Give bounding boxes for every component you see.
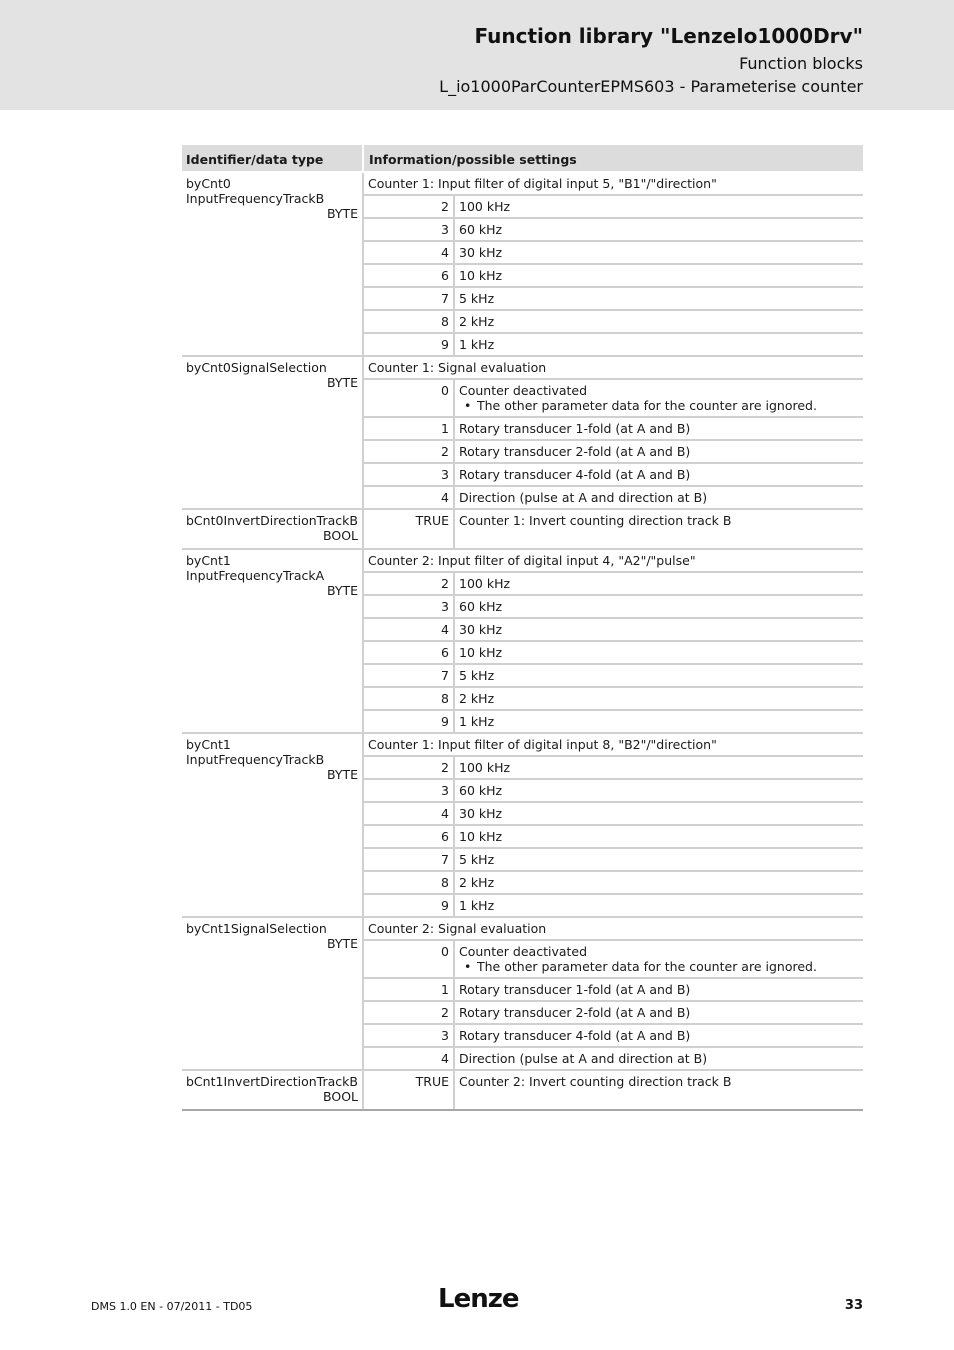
- data-type: BOOL: [323, 528, 358, 543]
- page-title: Function library "LenzeIo1000Drv": [474, 24, 863, 48]
- identifier-cell: [182, 356, 363, 509]
- identifier-name-cont: InputFrequencyTrackA: [186, 568, 325, 583]
- identifier-name: bCnt0InvertDirectionTrackB: [186, 513, 358, 528]
- header-band: [0, 0, 954, 110]
- setting-text: 2 kHz: [459, 875, 495, 890]
- identifier-cell: [182, 733, 363, 917]
- column-header-information: Information/possible settings: [363, 145, 863, 172]
- setting-cell: [454, 264, 863, 287]
- value-cell: 7: [363, 664, 454, 687]
- identifier-name: bCnt1InvertDirectionTrackB: [186, 1074, 358, 1089]
- setting-text: 30 kHz: [459, 245, 503, 260]
- setting-cell: [454, 572, 863, 595]
- value-cell: 8: [363, 871, 454, 894]
- identifier-name-cont: InputFrequencyTrackB: [186, 191, 325, 206]
- page-number: 33: [844, 1298, 863, 1313]
- parameter-table: [182, 145, 863, 1111]
- identifier-name: byCnt0: [186, 176, 231, 191]
- value-cell: 6: [363, 641, 454, 664]
- setting-cell: [454, 848, 863, 871]
- setting-cell: [454, 595, 863, 618]
- table-row: [182, 917, 863, 940]
- setting-cell: [454, 710, 863, 733]
- setting-cell: [454, 756, 863, 779]
- value-cell: 9: [363, 894, 454, 917]
- value-cell: 8: [363, 310, 454, 333]
- setting-cell: [454, 871, 863, 894]
- value-cell: 3: [363, 779, 454, 802]
- value-cell: 2: [363, 440, 454, 463]
- setting-cell: [454, 687, 863, 710]
- value-cell: 2: [363, 756, 454, 779]
- setting-text: 60 kHz: [459, 599, 503, 614]
- setting-cell: [454, 463, 863, 486]
- setting-cell: [454, 825, 863, 848]
- setting-text: Rotary transducer 4-fold (at A and B): [459, 467, 691, 482]
- value-cell: 4: [363, 618, 454, 641]
- setting-cell: [454, 641, 863, 664]
- value-cell: 6: [363, 825, 454, 848]
- setting-text: Rotary transducer 4-fold (at A and B): [459, 1028, 691, 1043]
- identifier-cell: [182, 917, 363, 1070]
- setting-cell: [454, 287, 863, 310]
- setting-text: 10 kHz: [459, 268, 503, 283]
- value-cell: 3: [363, 218, 454, 241]
- value-cell: 0: [363, 940, 454, 978]
- table-row: [182, 509, 863, 549]
- value-cell: 4: [363, 1047, 454, 1070]
- value-cell: 1: [363, 417, 454, 440]
- identifier-name: byCnt0SignalSelection: [186, 360, 327, 375]
- data-type: BYTE: [326, 375, 358, 390]
- value-cell: 1: [363, 978, 454, 1001]
- value-cell: 9: [363, 333, 454, 356]
- table-header-row: [182, 145, 863, 172]
- table-row: [182, 733, 863, 756]
- data-type: BYTE: [326, 936, 358, 951]
- identifier-cell: [182, 549, 363, 733]
- setting-text: 10 kHz: [459, 645, 503, 660]
- setting-cell: [454, 1024, 863, 1047]
- value-cell: 3: [363, 463, 454, 486]
- setting-text: Rotary transducer 2-fold (at A and B): [459, 444, 691, 459]
- setting-text: 1 kHz: [459, 337, 495, 352]
- setting-text: 5 kHz: [459, 291, 495, 306]
- section-subtitle-detail: L_io1000ParCounterEPMS603 - Parameterise counter: [439, 77, 863, 96]
- setting-text: 2 kHz: [459, 691, 495, 706]
- value-cell: 4: [363, 486, 454, 509]
- value-cell: 4: [363, 802, 454, 825]
- setting-cell: [454, 195, 863, 218]
- data-type: BYTE: [326, 767, 358, 782]
- setting-cell: [454, 779, 863, 802]
- setting-text: Rotary transducer 1-fold (at A and B): [459, 421, 691, 436]
- setting-text: 1 kHz: [459, 714, 495, 729]
- setting-text: 30 kHz: [459, 806, 503, 821]
- setting-text: Rotary transducer 2-fold (at A and B): [459, 1005, 691, 1020]
- setting-text: 100 kHz: [459, 760, 511, 775]
- setting-text: 100 kHz: [459, 576, 511, 591]
- footer-doc-id: DMS 1.0 EN - 07/2011 - TD05: [91, 1300, 253, 1313]
- setting-cell: [454, 486, 863, 509]
- setting-text: 5 kHz: [459, 668, 495, 683]
- value-cell: TRUE: [363, 509, 454, 549]
- value-cell: 9: [363, 710, 454, 733]
- setting-cell: Counter 2: Invert counting direction track B: [454, 1070, 863, 1110]
- setting-cell: [454, 940, 863, 978]
- description-cell: Counter 1: Input filter of digital input 8, "B2"/"direction": [363, 733, 863, 756]
- setting-cell: [454, 417, 863, 440]
- setting-text: Direction (pulse at A and direction at B): [459, 1051, 708, 1066]
- setting-cell: [454, 802, 863, 825]
- setting-cell: [454, 310, 863, 333]
- data-type: BOOL: [323, 1089, 358, 1104]
- setting-text: Rotary transducer 1-fold (at A and B): [459, 982, 691, 997]
- setting-cell: [454, 894, 863, 917]
- setting-cell: [454, 241, 863, 264]
- data-type: BYTE: [326, 583, 358, 598]
- description-cell: Counter 1: Signal evaluation: [363, 356, 863, 379]
- setting-cell: [454, 664, 863, 687]
- setting-cell: Counter 1: Invert counting direction track B: [454, 509, 863, 549]
- setting-cell: [454, 440, 863, 463]
- value-cell: 8: [363, 687, 454, 710]
- setting-text: Counter deactivated: [459, 383, 588, 398]
- identifier-cell: [182, 509, 363, 549]
- setting-text: Direction (pulse at A and direction at B): [459, 490, 708, 505]
- setting-text: 60 kHz: [459, 783, 503, 798]
- column-header-identifier: Identifier/data type: [182, 145, 363, 172]
- setting-text: 100 kHz: [459, 199, 511, 214]
- identifier-name-cont: InputFrequencyTrackB: [186, 752, 325, 767]
- table-row: [182, 1070, 863, 1110]
- setting-text: 30 kHz: [459, 622, 503, 637]
- value-cell: 2: [363, 572, 454, 595]
- value-cell: 3: [363, 595, 454, 618]
- setting-cell: [454, 1001, 863, 1024]
- setting-cell: [454, 978, 863, 1001]
- identifier-name: byCnt1SignalSelection: [186, 921, 327, 936]
- setting-cell: [454, 618, 863, 641]
- setting-text: Counter deactivated: [459, 944, 588, 959]
- value-cell: 2: [363, 1001, 454, 1024]
- value-cell: 7: [363, 848, 454, 871]
- setting-cell: [454, 1047, 863, 1070]
- value-cell: 2: [363, 195, 454, 218]
- identifier-name: byCnt1: [186, 737, 231, 752]
- identifier-cell: [182, 172, 363, 356]
- setting-cell: [454, 333, 863, 356]
- value-cell: 3: [363, 1024, 454, 1047]
- value-cell: 4: [363, 241, 454, 264]
- setting-cell: [454, 379, 863, 417]
- setting-text: 60 kHz: [459, 222, 503, 237]
- value-cell: 0: [363, 379, 454, 417]
- data-type: BYTE: [326, 206, 358, 221]
- value-cell: 7: [363, 287, 454, 310]
- value-cell: TRUE: [363, 1070, 454, 1110]
- setting-text: 10 kHz: [459, 829, 503, 844]
- identifier-cell: [182, 1070, 363, 1110]
- table-row: [182, 549, 863, 572]
- setting-cell: [454, 218, 863, 241]
- table-row: [182, 172, 863, 195]
- setting-text: 5 kHz: [459, 852, 495, 867]
- setting-note: • The other parameter data for the counter are ignored.: [459, 398, 859, 413]
- setting-note: • The other parameter data for the counter are ignored.: [459, 959, 859, 974]
- table-row: [182, 356, 863, 379]
- description-cell: Counter 2: Input filter of digital input 4, "A2"/"pulse": [363, 549, 863, 572]
- setting-text: 1 kHz: [459, 898, 495, 913]
- setting-text: 2 kHz: [459, 314, 495, 329]
- identifier-name: byCnt1: [186, 553, 231, 568]
- description-cell: Counter 1: Input filter of digital input 5, "B1"/"direction": [363, 172, 863, 195]
- value-cell: 6: [363, 264, 454, 287]
- section-subtitle: Function blocks: [739, 54, 863, 73]
- lenze-logo: Lenze: [438, 1284, 519, 1314]
- description-cell: Counter 2: Signal evaluation: [363, 917, 863, 940]
- table-body: [182, 172, 863, 1110]
